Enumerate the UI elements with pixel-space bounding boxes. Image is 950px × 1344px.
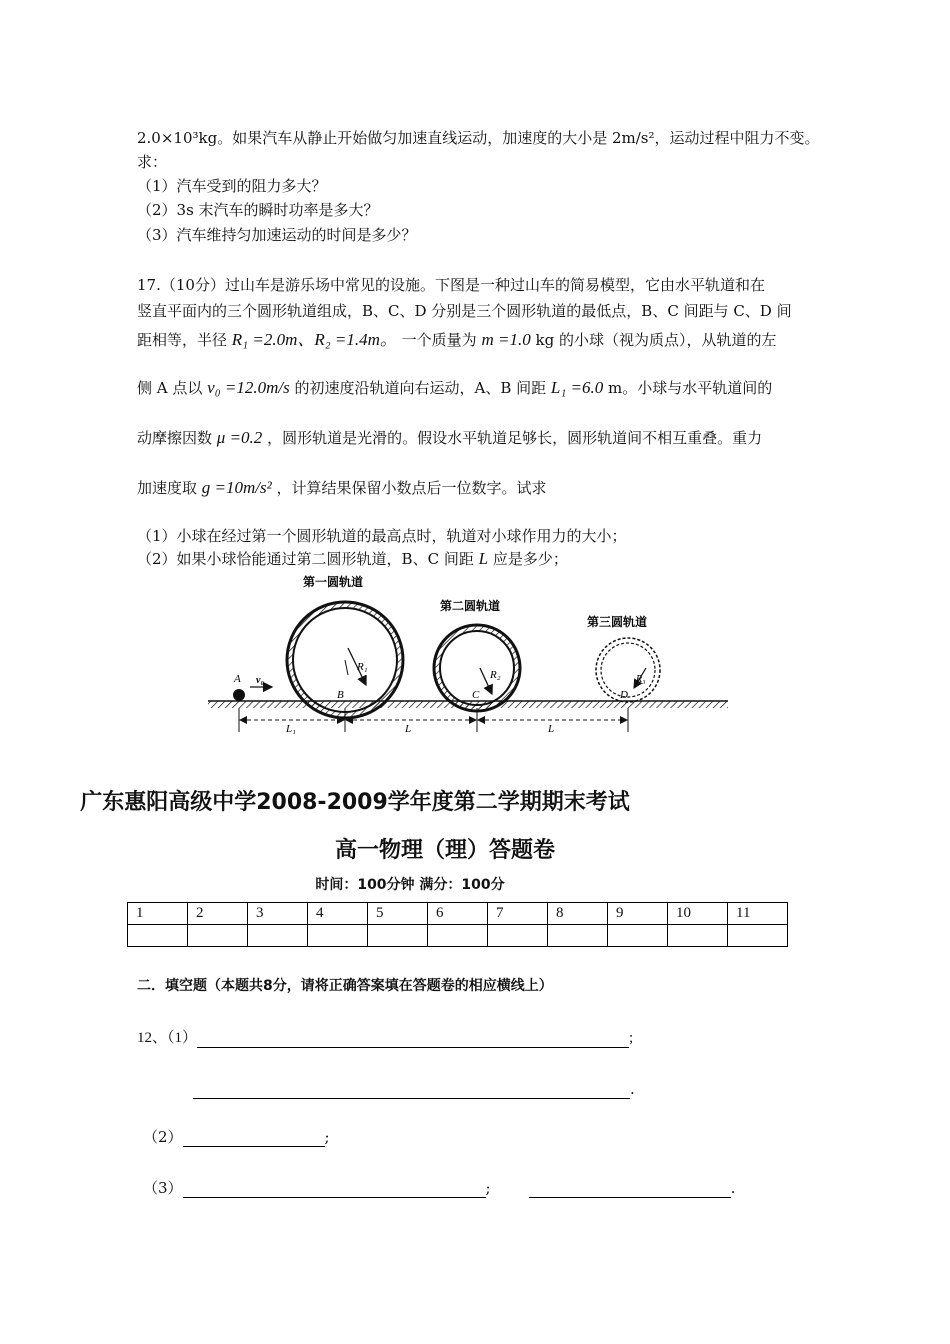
q12-part2-blank[interactable] bbox=[183, 1130, 325, 1147]
q16-sub2: （2）3s 末汽车的瞬时功率是多大？ bbox=[137, 201, 379, 219]
q12-part2-row bbox=[143, 1127, 330, 1147]
q17-line1: 17.（10分）过山车是游乐场中常见的设施。下图是一种过山车的简易模型，它由水平轨道和在 bbox=[137, 276, 765, 294]
q12-part1-row bbox=[137, 1028, 633, 1048]
q17-line6 bbox=[137, 478, 547, 498]
q12-part3-end: . bbox=[730, 1179, 736, 1197]
q17-ask2-b: 应是多少； bbox=[492, 550, 568, 568]
label-r1: R₁ bbox=[357, 661, 368, 673]
q17-ask2-a: （2）如果小球恰能通过第二圆形轨道，B、C 间距 bbox=[137, 550, 474, 568]
q12-part3-row bbox=[143, 1178, 735, 1198]
q17-line3-a: 距相等，半径 bbox=[137, 331, 228, 349]
label-l1: L₁ bbox=[286, 723, 296, 735]
loop-3 bbox=[596, 638, 660, 702]
answer-cell[interactable] bbox=[668, 925, 728, 947]
q17-g: g =10m/s² bbox=[201, 478, 272, 497]
q17-line6-b: ，计算结果保留小数点后一位数字。试求 bbox=[276, 479, 547, 497]
q17-ask1: （1）小球在经过第一个圆形轨道的最高点时，轨道对小球作用力的大小； bbox=[137, 527, 627, 545]
q17-line4 bbox=[137, 378, 772, 398]
answer-cell[interactable] bbox=[128, 925, 188, 947]
q17-radii: R₁ =2.0m、R₂ =1.4m。 bbox=[231, 330, 397, 349]
label-c: C bbox=[472, 689, 480, 701]
q17-line5-a: 动摩擦因数 bbox=[137, 429, 213, 447]
label-r3: R₃ bbox=[636, 674, 646, 685]
q12-part2-label: （2） bbox=[143, 1128, 183, 1146]
answer-cell[interactable] bbox=[488, 925, 548, 947]
q17-line3 bbox=[137, 330, 776, 350]
label-a: A bbox=[234, 673, 241, 685]
q12-part1-blank[interactable] bbox=[197, 1031, 629, 1048]
q17-velocity: v₀ =12.0m/s bbox=[207, 378, 290, 397]
roller-coaster-figure bbox=[200, 570, 730, 740]
table-header-cell: 8 bbox=[548, 903, 608, 925]
q17-line2: 竖直平面内的三个圆形轨道组成，B、C、D 分别是三个圆形轨道的最低点，B、C 间距与 C、D 间 bbox=[137, 302, 792, 320]
q17-line4-a: 侧 A 点以 bbox=[137, 379, 203, 397]
table-header-cell: 7 bbox=[488, 903, 548, 925]
q16-sub3: （3）汽车维持匀加速运动的时间是多少？ bbox=[137, 226, 417, 244]
answer-sheet-subtitle: 高一物理（理）答题卷 bbox=[334, 838, 555, 863]
answer-table-row bbox=[128, 925, 788, 947]
q16-sub1: （1）汽车受到的阻力多大？ bbox=[137, 177, 327, 195]
label-loop3: 第三圆轨道 bbox=[587, 615, 648, 629]
q17-mu: μ =0.2 bbox=[216, 428, 263, 447]
label-r2: R₂ bbox=[490, 669, 501, 681]
answer-cell[interactable] bbox=[608, 925, 668, 947]
q17-mass: m =1.0 bbox=[481, 330, 531, 349]
q12-part3-blank-2[interactable] bbox=[529, 1181, 731, 1198]
q17-line4-b: 的初速度沿轨道向右运动，A、B 间距 bbox=[294, 379, 547, 397]
q17-line6-a: 加速度取 bbox=[137, 479, 198, 497]
q12-part1-blank-2[interactable] bbox=[193, 1082, 630, 1099]
answer-cell[interactable] bbox=[188, 925, 248, 947]
q17-l1: L₁ =6.0 bbox=[550, 378, 604, 397]
answer-cell[interactable] bbox=[368, 925, 428, 947]
table-header-cell: 3 bbox=[248, 903, 308, 925]
answer-sheet-title: 广东惠阳高级中学2008-2009学年度第二学期期末考试 bbox=[80, 790, 630, 815]
label-loop2: 第二圆轨道 bbox=[440, 599, 501, 613]
table-header-cell: 4 bbox=[308, 903, 368, 925]
ball-a bbox=[233, 689, 245, 701]
q12-part1-semicolon: ; bbox=[629, 1030, 634, 1046]
q12-label: 12、（1） bbox=[137, 1030, 198, 1046]
q12-part1-row2 bbox=[193, 1079, 635, 1099]
table-header-cell: 11 bbox=[728, 903, 788, 925]
q12-part3-mid: ; bbox=[485, 1179, 491, 1197]
q12-part3-blank-1[interactable] bbox=[183, 1181, 486, 1198]
label-l: L bbox=[405, 723, 412, 735]
q12-part2-end: ; bbox=[324, 1128, 330, 1146]
table-header-cell: 5 bbox=[368, 903, 428, 925]
label-loop1: 第一圆轨道 bbox=[303, 575, 364, 589]
answer-table bbox=[127, 902, 788, 947]
label-b: B bbox=[337, 689, 344, 701]
q17-line5-b: ，圆形轨道是光滑的。假设水平轨道足够长，圆形轨道间不相互重叠。重力 bbox=[267, 429, 763, 447]
q16-line1: 2.0×10³kg。如果汽车从静止开始做匀加速直线运动，加速度的大小是 2m/s²，运动过程中阻力不变。 bbox=[137, 129, 820, 147]
q17-ask2 bbox=[137, 549, 568, 569]
answer-cell[interactable] bbox=[428, 925, 488, 947]
table-header-cell: 1 bbox=[128, 903, 188, 925]
q16-line2: 求： bbox=[137, 153, 168, 171]
table-header-cell: 10 bbox=[668, 903, 728, 925]
label-l-2: L bbox=[548, 723, 555, 735]
label-d: D bbox=[620, 689, 628, 701]
answer-cell[interactable] bbox=[308, 925, 368, 947]
q17-line3-c: kg 的小球（视为质点），从轨道的左 bbox=[535, 331, 777, 349]
table-header-cell: 9 bbox=[608, 903, 668, 925]
table-header-cell: 6 bbox=[428, 903, 488, 925]
answer-cell[interactable] bbox=[728, 925, 788, 947]
q17-line3-b: 一个质量为 bbox=[401, 331, 477, 349]
q17-line5 bbox=[137, 428, 762, 448]
exam-info: 时间：100分钟 满分：100分 bbox=[315, 877, 505, 893]
answer-table-header bbox=[128, 903, 788, 925]
q17-line4-c: m。小球与水平轨道间的 bbox=[608, 379, 773, 397]
answer-cell[interactable] bbox=[248, 925, 308, 947]
q12-part1-period: . bbox=[630, 1080, 635, 1098]
table-header-cell: 2 bbox=[188, 903, 248, 925]
q17-ask2-l: L bbox=[478, 549, 489, 568]
q12-part3-label: （3） bbox=[143, 1179, 183, 1197]
label-v0: v₀ bbox=[256, 675, 264, 686]
answer-cell[interactable] bbox=[548, 925, 608, 947]
section-2-heading: 二．填空题（本题共8分，请将正确答案填在答题卷的相应横线上） bbox=[137, 978, 553, 994]
